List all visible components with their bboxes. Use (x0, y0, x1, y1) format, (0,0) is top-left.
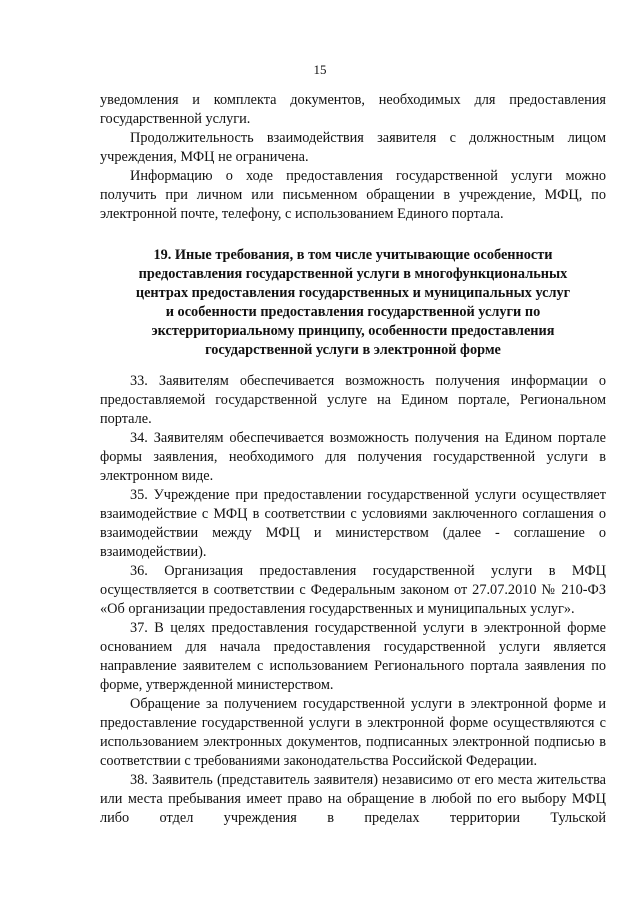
top-text-block (100, 91, 606, 224)
paragraph-continuation: уведомления и комплекта документов, необходимых для предоставления государственной услуги. (100, 92, 606, 127)
section-heading (100, 246, 606, 360)
heading-line: и особенности предоставления государственной услуги по (165, 304, 541, 320)
paragraph-33: 33. Заявителям обеспечивается возможность получения информации о предоставляемой государственной услуге на Едином портале, Региональном портале. (100, 373, 606, 427)
paragraph-progress-info: Информацию о ходе предоставления государственной услуги можно получить при личном или письменном обращении в учреждение, МФЦ, по электронной почте, телефону, с использованием Единого портала. (100, 168, 606, 222)
heading-line: экстерриториальному принципу, особенности предоставления (151, 323, 555, 339)
paragraph-interaction-duration: Продолжительность взаимодействия заявителя с должностным лицом учреждения, МФЦ не ограничена. (100, 130, 606, 165)
main-text-block (100, 372, 606, 828)
paragraph-electronic-request: Обращение за получением государственной услуги в электронной форме и предоставление государственной услуги в электронной форме осуществляются с использованием электронных документов, подписанных электронной подписью в соответствии с требованиями законодательства Российской Федерации. (100, 696, 606, 769)
page-number: 15 (313, 62, 327, 77)
paragraph-34: 34. Заявителям обеспечивается возможность получения на Едином портале формы заявления, необходимого для получения государственной услуги в электронном виде. (100, 430, 606, 484)
heading-line: предоставления государственной услуги в многофункциональных (138, 266, 568, 282)
paragraph-37: 37. В целях предоставления государственной услуги в электронной форме основанием для начала предоставления государственной услуги является направление заявителем с использованием Регионального портала заявления по форме, утвержденной министерством. (100, 620, 606, 693)
heading-line: центрах предоставления государственных и муниципальных услуг (135, 285, 571, 301)
paragraph-36: 36. Организация предоставления государственной услуги в МФЦ осуществляется в соответствии с Федеральным законом от 27.07.2010 № 210-ФЗ «Об организации предоставления государственных и муниципальных услуг». (100, 563, 606, 617)
paragraph-35: 35. Учреждение при предоставлении государственной услуги осуществляет взаимодействие с МФЦ в соответствии с условиями заключенного соглашения о взаимодействии между МФЦ и министерством (далее - соглашение о взаимодействии). (100, 487, 606, 560)
heading-line: 19. Иные требования, в том числе учитывающие особенности (153, 247, 553, 263)
paragraph-38: 38. Заявитель (представитель заявителя) независимо от его места жительства или места пребывания имеет право на обращение в любой по его выбору МФЦ либо отдел учреждения в пределах территории Тульской (100, 772, 606, 826)
heading-line: государственной услуги в электронной форме (205, 342, 501, 358)
